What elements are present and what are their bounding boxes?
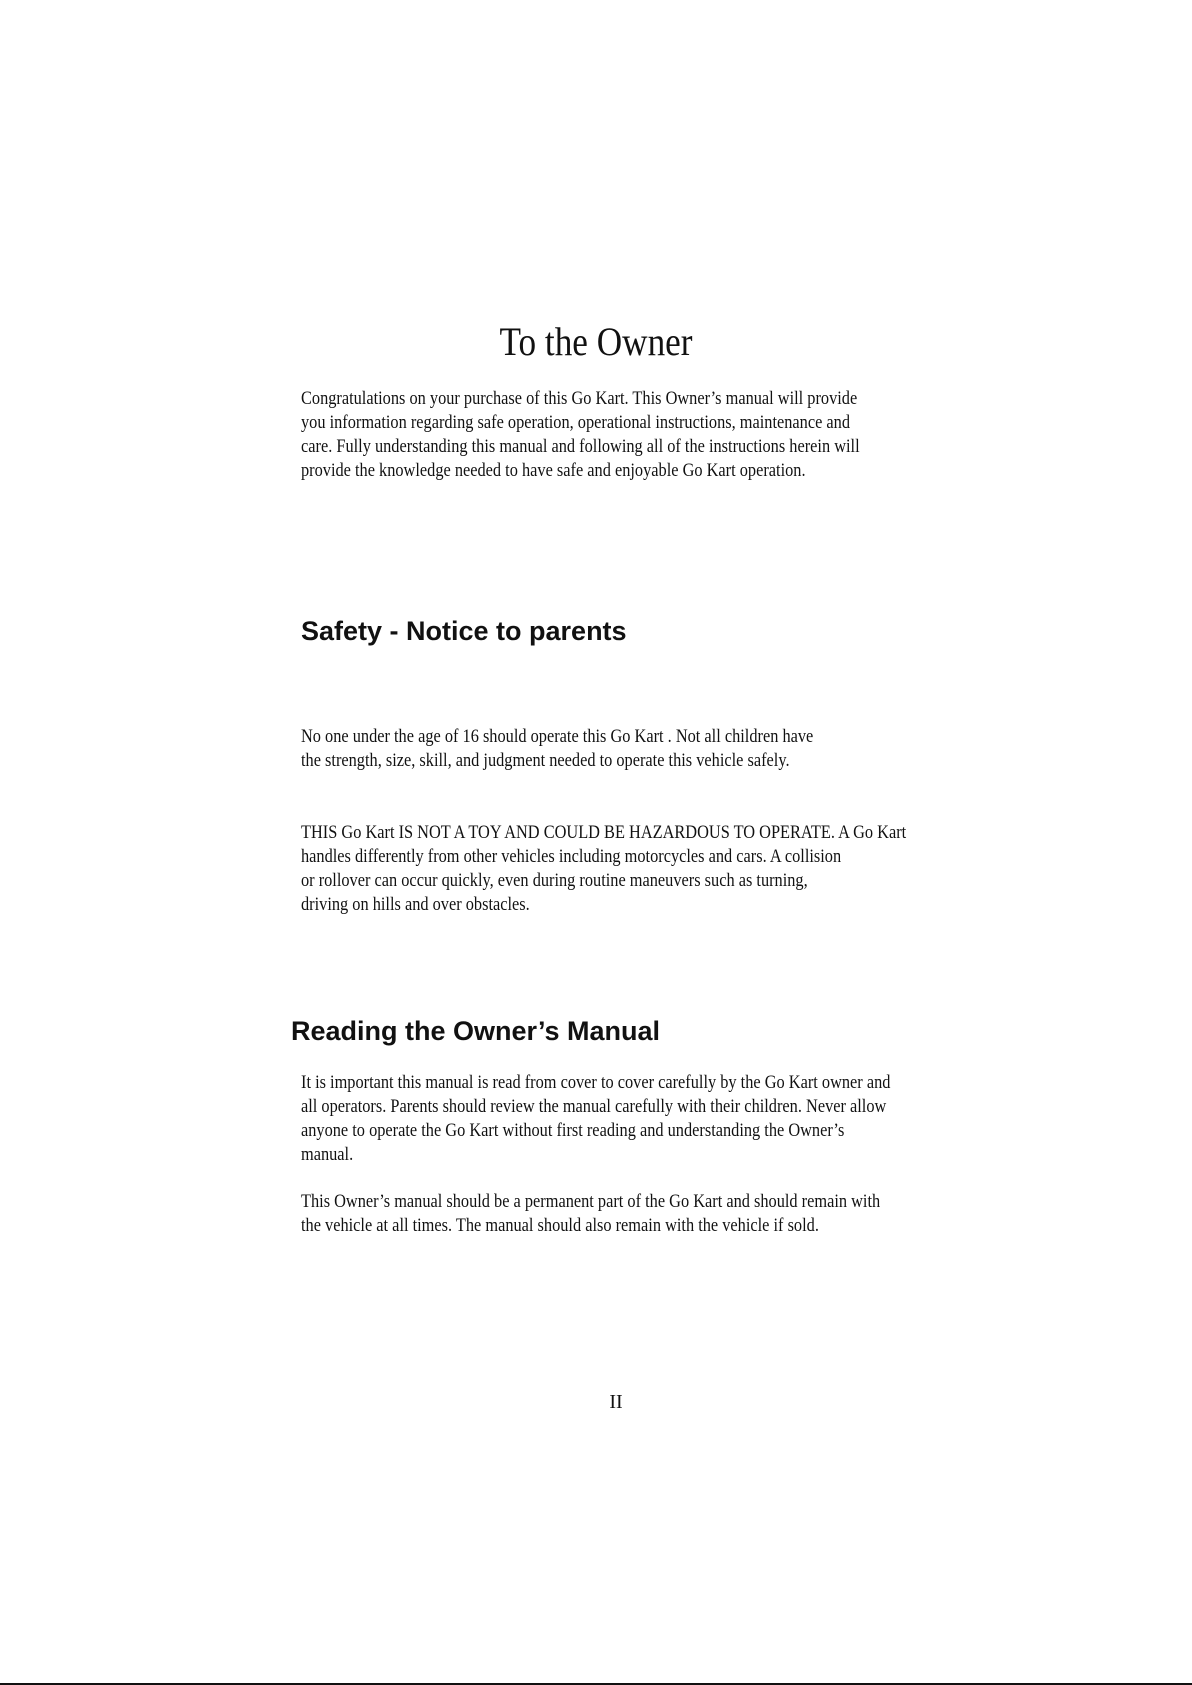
safety-heading: Safety - Notice to parents [301, 616, 627, 646]
reading-heading: Reading the Owner’s Manual [291, 1016, 661, 1046]
text-line: care. Fully understanding this manual and following all of the instructions herein will [301, 436, 860, 457]
text-line: anyone to operate the Go Kart without first reading and understanding the Owner’s [301, 1120, 845, 1141]
text-line: provide the knowledge needed to have safe and enjoyable Go Kart operation. [301, 460, 806, 481]
intro-paragraph [301, 387, 860, 483]
safety-paragraph-age [301, 725, 813, 773]
page-number: II [609, 1391, 623, 1413]
text-line: the strength, size, skill, and judgment needed to operate this vehicle safely. [301, 750, 790, 771]
text-line: handles differently from other vehicles including motorcycles and cars. A collision [301, 846, 842, 867]
text-line: all operators. Parents should review the manual carefully with their children. Never allow [301, 1096, 887, 1117]
text-line: the vehicle at all times. The manual should also remain with the vehicle if sold. [301, 1215, 819, 1236]
reading-paragraph-instructions [301, 1071, 890, 1167]
text-line: or rollover can occur quickly, even during routine maneuvers such as turning, [301, 870, 808, 891]
text-line: you information regarding safe operation, operational instructions, maintenance and [301, 412, 851, 433]
text-line: manual. [301, 1144, 354, 1165]
text-line: driving on hills and over obstacles. [301, 894, 530, 915]
safety-paragraph-hazard [301, 821, 906, 917]
page-title: To the Owner [499, 319, 693, 364]
text-line: Congratulations on your purchase of this Go Kart. This Owner’s manual will provide [301, 388, 858, 409]
text-line: This Owner’s manual should be a permanent part of the Go Kart and should remain with [301, 1191, 881, 1212]
text-line: THIS Go Kart IS NOT A TOY AND COULD BE HAZARDOUS TO OPERATE. A Go Kart [301, 822, 907, 843]
reading-paragraph-permanence [301, 1190, 880, 1238]
text-line: No one under the age of 16 should operate this Go Kart . Not all children have [301, 726, 814, 747]
text-line: It is important this manual is read from cover to cover carefully by the Go Kart owner and [301, 1072, 891, 1093]
